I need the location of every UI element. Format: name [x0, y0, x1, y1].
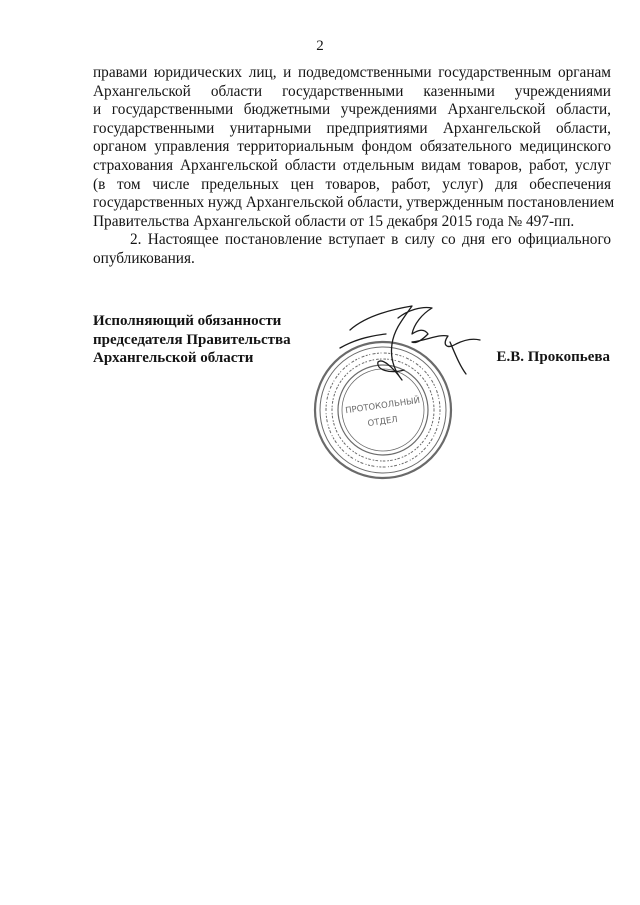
paragraph-line: государственными унитарными предприятиями Архангельской области, — [93, 119, 611, 137]
stamp-text-line: ПРОТОКОЛЬНЫЙ — [344, 395, 421, 417]
paragraph-line: страхования Архангельской области отдельным видам товаров, работ, услуг — [93, 156, 611, 174]
paragraph-line: Архангельской области государственными казенными учреждениями — [93, 82, 611, 100]
position-line: председателя Правительства — [93, 331, 291, 348]
position-line: Исполняющий обязанности — [93, 313, 282, 329]
paragraph-line: органом управления территориальным фондом обязательного медицинского — [93, 138, 611, 156]
position-line: Архангельской области — [93, 350, 254, 366]
paragraph-line: государственных нужд Архангельской области, утвержденным постановлением — [93, 194, 615, 212]
official-stamp-with-signature — [290, 300, 490, 480]
stamp-center-text — [344, 394, 420, 429]
paragraph-line: Правительства Архангельской области от 15 декабря 2015 года № 497-пп. — [93, 212, 575, 230]
handwritten-signature — [340, 306, 480, 380]
paragraph-line: опубликования. — [93, 249, 195, 267]
stamp-svg — [290, 300, 490, 480]
paragraph-line: и государственными бюджетными учреждениями Архангельской области, — [93, 101, 611, 119]
page-number: 2 — [316, 38, 324, 54]
signer-name: Е.В. Прокопьева — [496, 349, 610, 365]
stamp-text-line: ОТДЕЛ — [367, 414, 399, 430]
paragraph-line: правами юридических лиц, и подведомственными государственным органам — [93, 64, 611, 81]
paragraph-line: 2. Настоящее постановление вступает в силу со дня его официального — [130, 231, 611, 249]
body-text — [93, 64, 615, 269]
paragraph-line: (в том числе предельных цен товаров, работ, услуг) для обеспечения — [93, 175, 611, 193]
